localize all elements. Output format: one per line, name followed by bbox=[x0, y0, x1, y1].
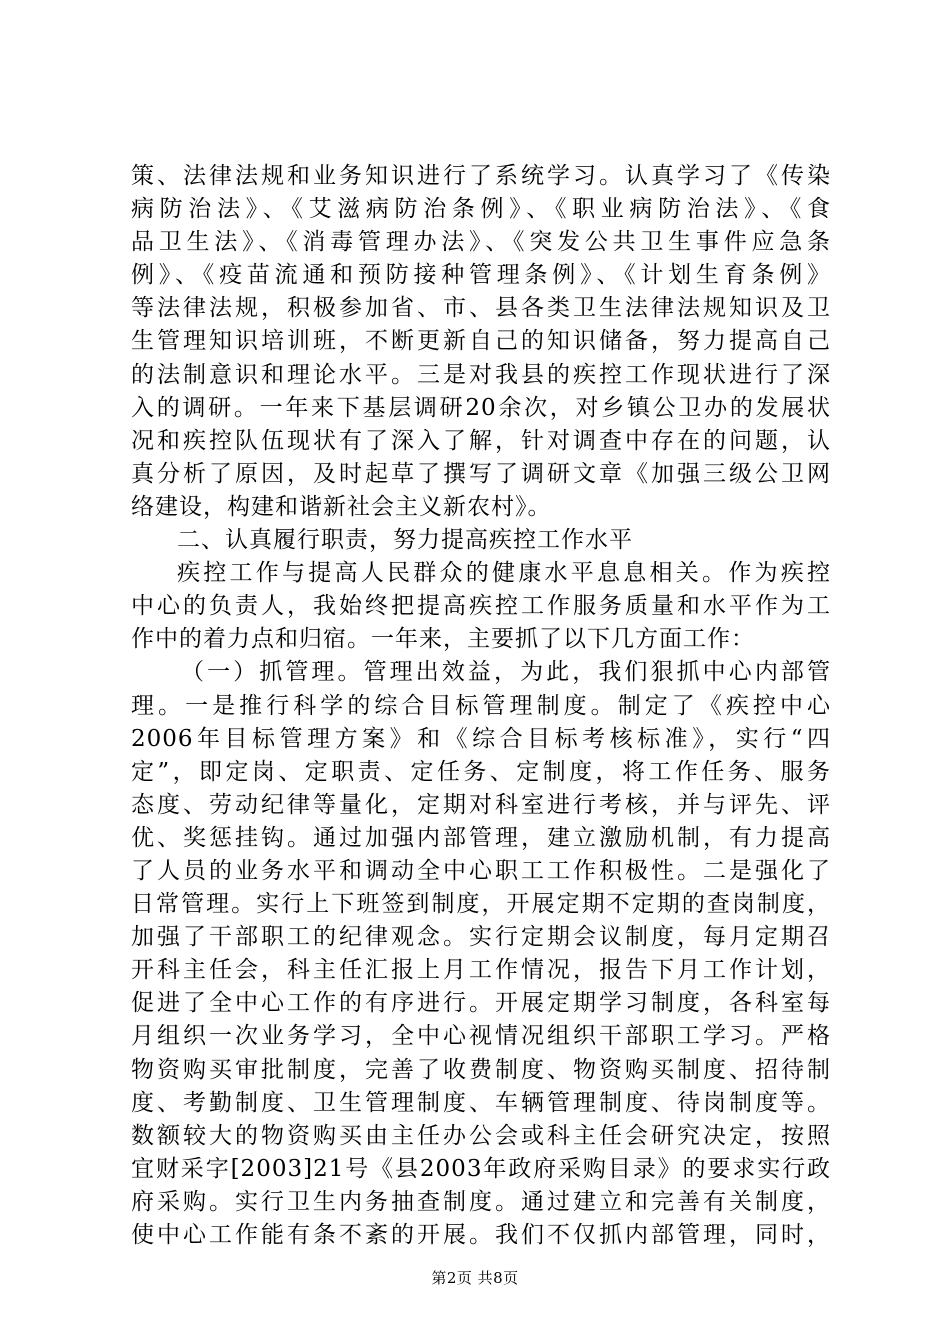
section-heading: 二、认真履行职责，努力提高疾控工作水平 bbox=[177, 527, 633, 554]
text-line: 态度、劳动纪律等量化，定期对科室进行考核，并与评先、评 bbox=[131, 791, 831, 818]
text-line: 等法律法规，积极参加省、市、县各类卫生法律法规知识及卫 bbox=[131, 295, 831, 322]
text-line: 月组织一次业务学习，全中心视情况组织干部职工学习。严格 bbox=[131, 1023, 831, 1050]
text-line: 况和疾控队伍现状有了深入了解，针对调查中存在的问题，认 bbox=[131, 427, 831, 454]
page-footer: 第2页 共8页 bbox=[431, 1269, 519, 1287]
text-line: 真分析了原因，及时起草了撰写了调研文章《加强三级公卫网 bbox=[131, 460, 831, 487]
text-line: 定”，即定岗、定职责、定任务、定制度，将工作任务、服务 bbox=[131, 758, 831, 785]
text-line: 使中心工作能有条不紊的开展。我们不仅抓内部管理，同时， bbox=[131, 1222, 831, 1248]
text-line: 疾控工作与提高人民群众的健康水平息息相关。作为疾控 bbox=[177, 560, 831, 587]
text-line: 的法制意识和理论水平。三是对我县的疾控工作现状进行了深 bbox=[131, 361, 831, 388]
text-line: 生管理知识培训班，不断更新自己的知识储备，努力提高自己 bbox=[131, 328, 831, 355]
text-line: 了人员的业务水平和调动全中心职工工作积极性。二是强化了 bbox=[131, 857, 831, 884]
text-line: 加强了干部职工的纪律观念。实行定期会议制度，每月定期召 bbox=[131, 924, 831, 951]
subsection-heading: （一）抓管理。管理出效益，为此，我们狠抓中心内部管 bbox=[181, 659, 831, 686]
text-line: 2006年目标管理方案》和《综合目标考核标准》，实行“四 bbox=[131, 725, 831, 752]
text-line: 例》、《疫苗流通和预防接种管理条例》、《计划生育条例》 bbox=[131, 262, 831, 289]
text-line: 宜财采字[2003]21号《县2003年政府采购目录》的要求实行政 bbox=[131, 1155, 831, 1182]
text-line: 开科主任会，科主任汇报上月工作情况，报告下月工作计划， bbox=[131, 957, 831, 984]
text-line: 府采购。实行卫生内务抽查制度。通过建立和完善有关制度， bbox=[131, 1188, 831, 1215]
body-text bbox=[131, 160, 831, 1252]
text-line: 品卫生法》、《消毒管理办法》、《突发公共卫生事件应急条 bbox=[131, 229, 831, 256]
text-line: 优、奖惩挂钩。通过加强内部管理，建立激励机制，有力提高 bbox=[131, 824, 831, 851]
text-line: 入的调研。一年来下基层调研20余次，对乡镇公卫办的发展状 bbox=[131, 394, 831, 421]
text-line: 络建设，构建和谐新社会主义新农村》。 bbox=[131, 493, 552, 520]
text-line: 中心的负责人，我始终把提高疾控工作服务质量和水平作为工 bbox=[131, 593, 831, 620]
text-line: 日常管理。实行上下班签到制度，开展定期不定期的查岗制度， bbox=[131, 891, 831, 918]
text-line: 策、法律法规和业务知识进行了系统学习。认真学习了《传染 bbox=[131, 163, 831, 189]
text-line: 理。一是推行科学的综合目标管理制度。制定了《疾控中心 bbox=[131, 692, 831, 719]
text-line: 数额较大的物资购买由主任办公会或科主任会研究决定，按照 bbox=[131, 1122, 831, 1149]
text-line: 物资购买审批制度，完善了收费制度、物资购买制度、招待制 bbox=[131, 1056, 831, 1083]
text-line: 度、考勤制度、卫生管理制度、车辆管理制度、待岗制度等。 bbox=[131, 1089, 831, 1116]
text-line: 促进了全中心工作的有序进行。开展定期学习制度，各科室每 bbox=[131, 990, 831, 1017]
text-line: 作中的着力点和归宿。一年来，主要抓了以下几方面工作： bbox=[131, 626, 755, 653]
text-line: 病防治法》、《艾滋病防治条例》、《职业病防治法》、《食 bbox=[131, 196, 831, 223]
